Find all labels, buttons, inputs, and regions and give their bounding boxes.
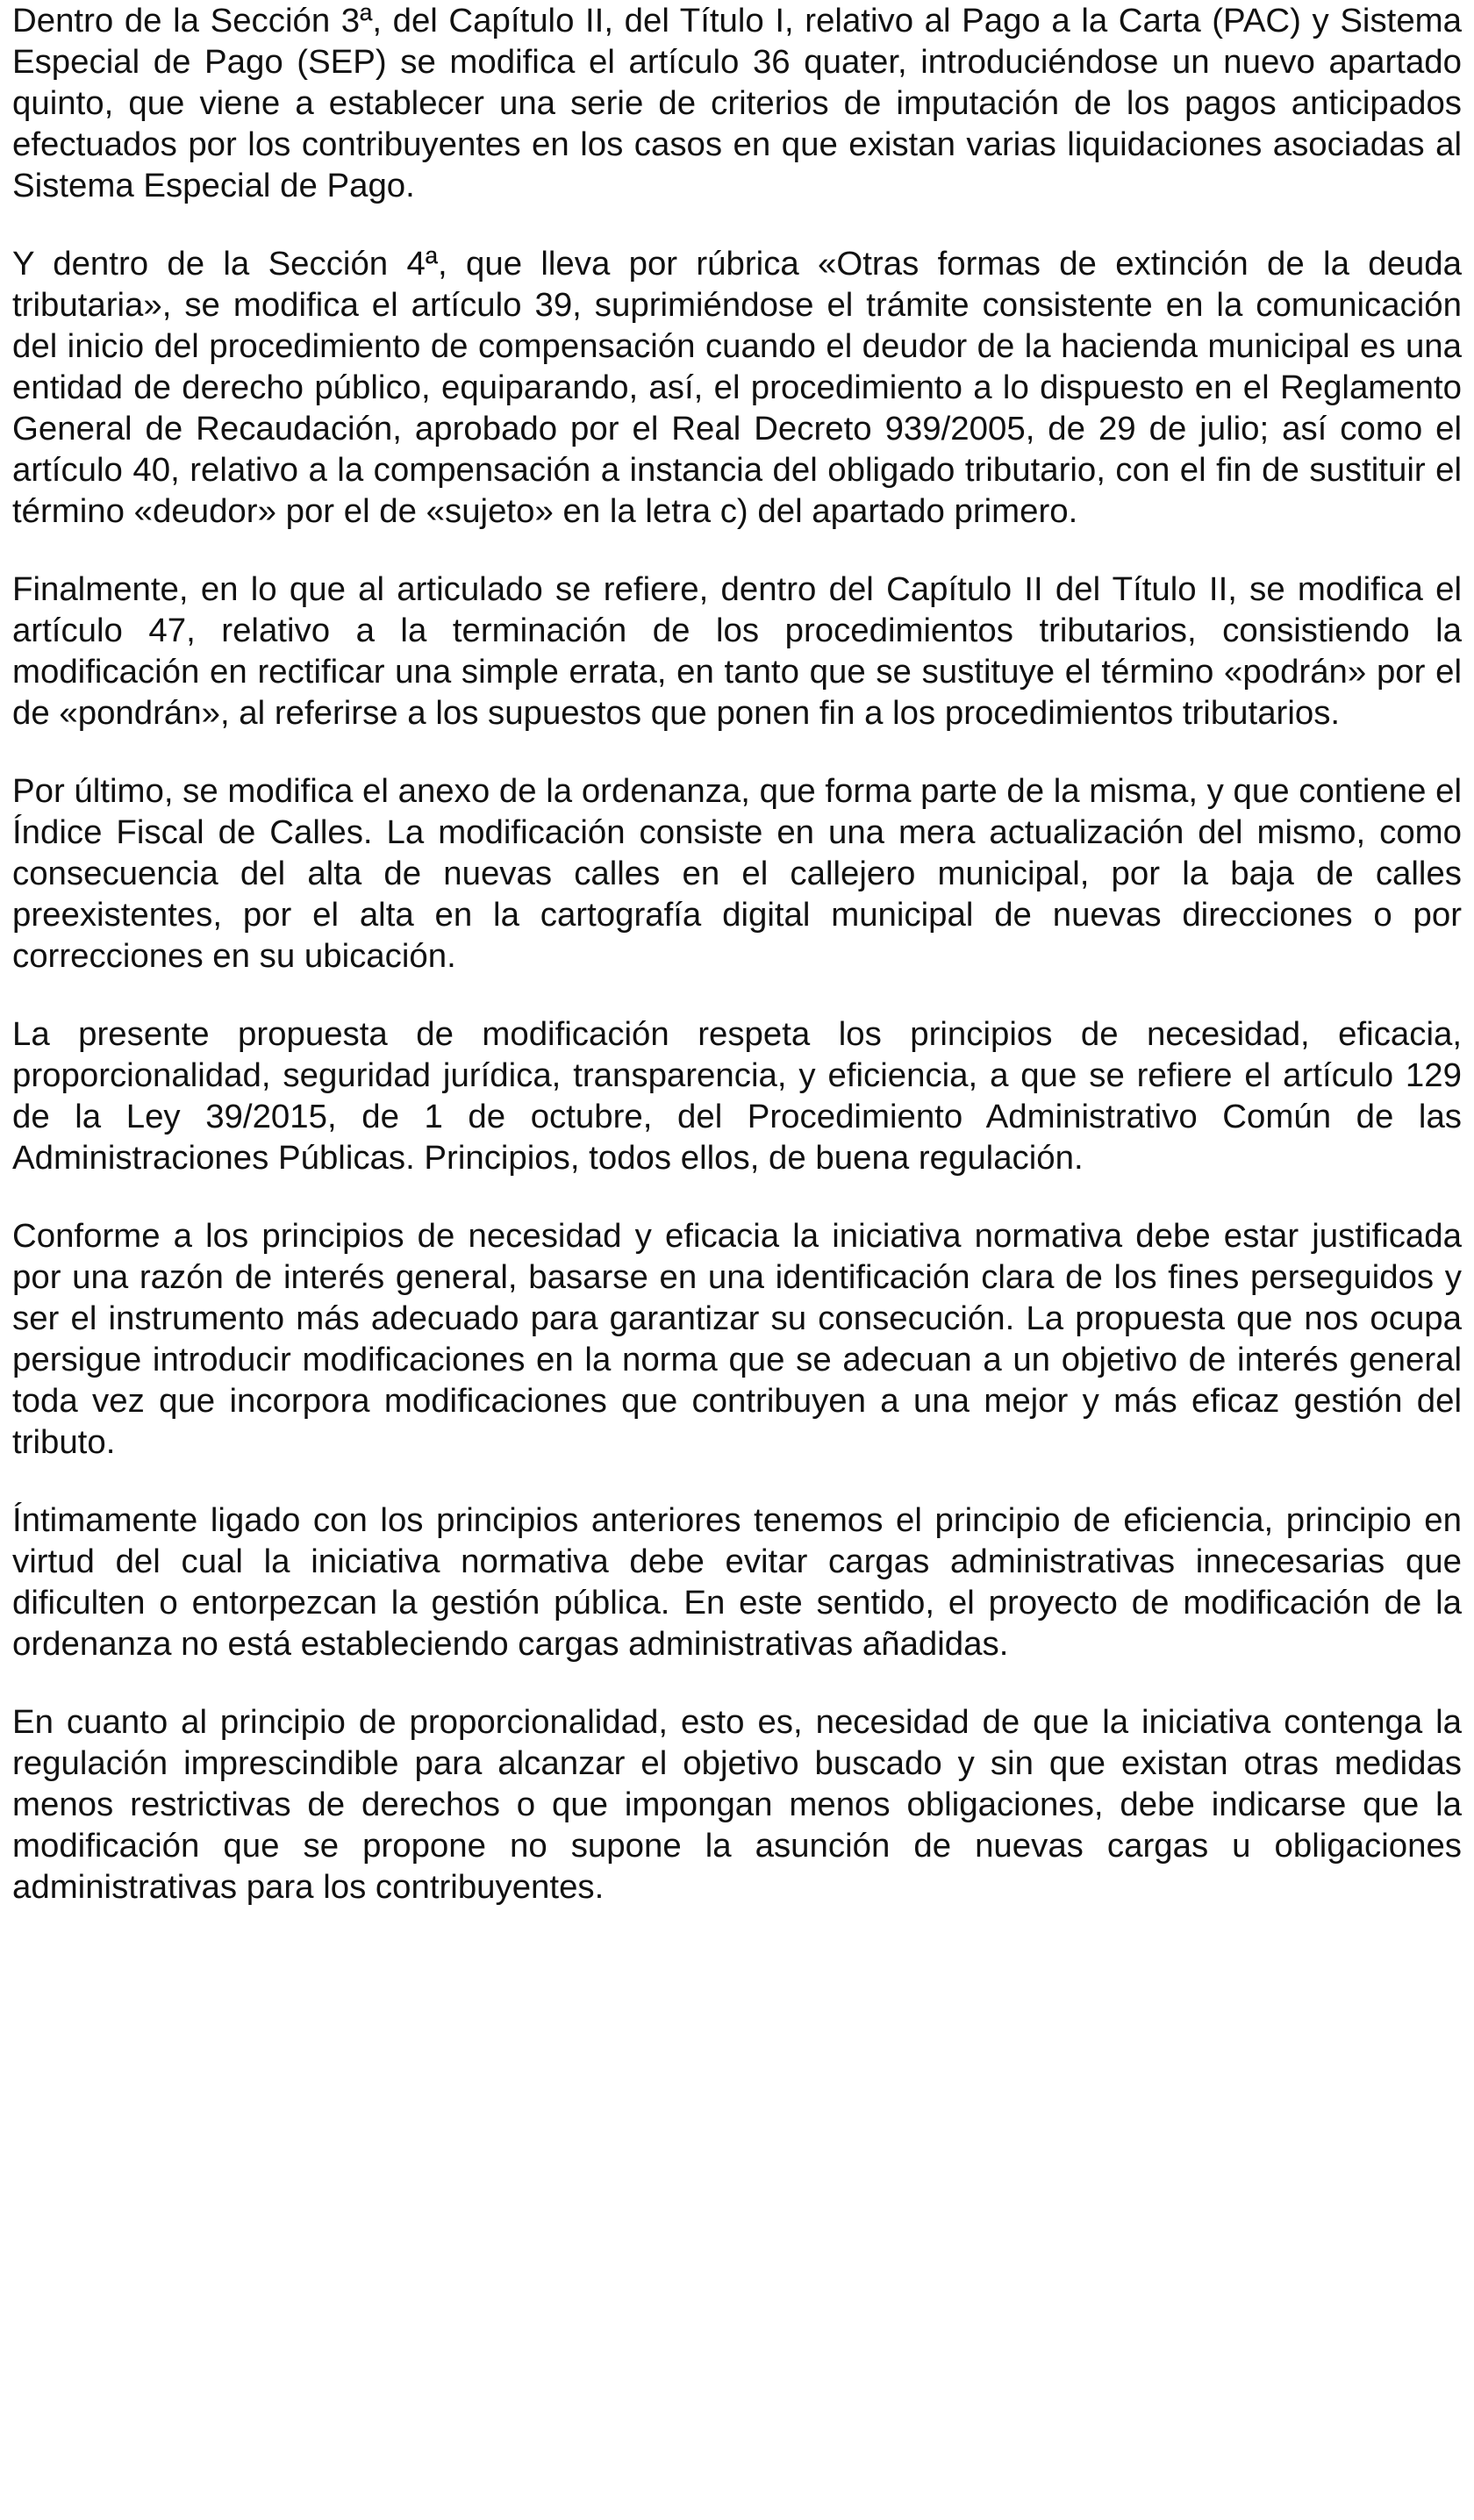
document-body <box>12 0 1462 1944</box>
paragraph-proporcionalidad: En cuanto al principio de proporcionalidad, esto es, necesidad de que la iniciativa contenga la regulación imprescindible para alcanzar el objetivo buscado y sin que existan otras medidas menos restrictivas de derechos o que impongan menos obligaciones, debe indicarse que la modificación que se propone no supone la asunción de nuevas cargas u obligaciones administrativas para los contribuyentes. <box>12 1703 1462 1906</box>
paragraph-seccion-4-compensacion: Y dentro de la Sección 4ª, que lleva por rúbrica «Otras formas de extinción de la deuda tributaria», se modifica el artículo 39, suprimiéndose el trámite consistente en la comunicación del inicio del procedimiento de compensación cuando el deudor de la hacienda municipal es una entidad de derecho público, equiparando, así, el procedimiento a lo dispuesto en el Reglamento General de Recaudación, aprobado por el Real Decreto 939/2005, de 29 de julio; así como el artículo 40, relativo a la compensación a instancia del obligado tributario, con el fin de sustituir el término «deudor» por el de «sujeto» en la letra c) del apartado primero. <box>12 245 1462 530</box>
paragraph-eficiencia: Íntimamente ligado con los principios anteriores tenemos el principio de eficiencia, principio en virtud del cual la iniciativa normativa debe evitar cargas administrativas innecesarias que dificulten o entorpezcan la gestión pública. En este sentido, el proyecto de modificación de la ordenanza no está estableciendo cargas administrativas añadidas. <box>12 1501 1462 1663</box>
paragraph-seccion-3-pago-a-la-carta: Dentro de la Sección 3ª, del Capítulo II, del Título I, relativo al Pago a la Carta (PAC) y Sistema Especial de Pago (SEP) se modifica el artículo 36 quater, introduciéndose un nuevo apartado quinto, que viene a establecer una serie de criterios de imputación de los pagos anticipados efectuados por los contribuyentes en los casos en que existan varias liquidaciones asociadas al Sistema Especial de Pago. <box>12 2 1462 204</box>
paragraph-anexo-indice-fiscal-calles: Por último, se modifica el anexo de la ordenanza, que forma parte de la misma, y que contiene el Índice Fiscal de Calles. La modificación consiste en una mera actualización del mismo, como consecuencia del alta de nuevas calles en el callejero municipal, por la baja de calles preexistentes, por el alta en la cartografía digital municipal de nuevas direcciones o por correcciones en su ubicación. <box>12 772 1462 975</box>
paragraph-principios-buena-regulacion: La presente propuesta de modificación respeta los principios de necesidad, eficacia, proporcionalidad, seguridad jurídica, transparencia, y eficiencia, a que se refiere el artículo 129 de la Ley 39/2015, de 1 de octubre, del Procedimiento Administrativo Común de las Administraciones Públicas. Principios, todos ellos, de buena regulación. <box>12 1015 1462 1177</box>
paragraph-articulo-47-errata: Finalmente, en lo que al articulado se refiere, dentro del Capítulo II del Título II, se modifica el artículo 47, relativo a la terminación de los procedimientos tributarios, consistiendo la modificación en rectificar una simple errata, en tanto que se sustituye el término «podrán» por el de «pondrán», al referirse a los supuestos que ponen fin a los procedimientos tributarios. <box>12 570 1462 732</box>
paragraph-necesidad-eficacia: Conforme a los principios de necesidad y eficacia la iniciativa normativa debe estar justificada por una razón de interés general, basarse en una identificación clara de los fines perseguidos y ser el instrumento más adecuado para garantizar su consecución. La propuesta que nos ocupa persigue introducir modificaciones en la norma que se adecuan a un objetivo de interés general toda vez que incorpora modificaciones que contribuyen a una mejor y más eficaz gestión del tributo. <box>12 1217 1462 1461</box>
